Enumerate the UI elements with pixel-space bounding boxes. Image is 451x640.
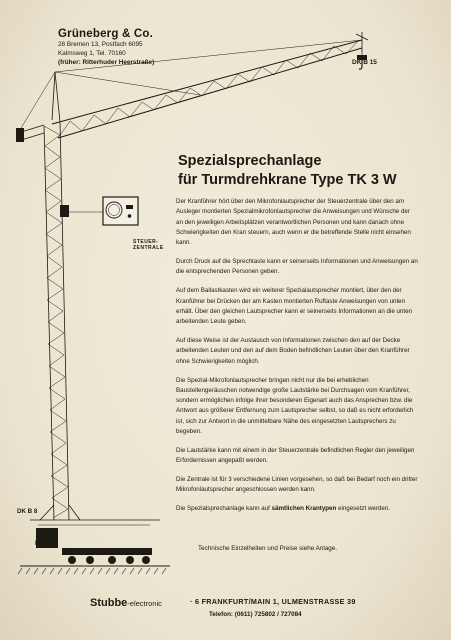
paragraph: Die Lautstärke kann mit einem in der Steuerzentrale befindlichen Regler den jeweiligen Erfordernissen angepaßt werden.: [176, 446, 415, 465]
footer-phone: Telefon: (0611) 725802 / 727084: [209, 611, 302, 618]
final-paragraph-post: eingesetzt werden.: [336, 505, 390, 513]
paragraph: Die Spezial-Mikrofonlautsprecher bringen nicht nur die bei erheblichen Baustellengeräuschen notwendige große Lautstärke bei Durchsagen vom Kranführer, sondern ermöglichen infolge ihrer besonderen Eigenart auch das Ansprechen bzw. die Antwort aus größerer Entfernung zum Lautsprecher selbst, so daß es nicht erforderlich ist, sich zur Antwort in die unmittelbare Nähe des eingesetzten Lautsprechers zu begeben.: [176, 376, 414, 436]
company-letterhead: [58, 28, 154, 67]
headline-line2: für Turmdrehkrane Type TK 3 W: [178, 172, 397, 188]
paragraph: Auf dem Ballastkasten wird ein weiterer Spezialautsprecher montiert, über den der Kranführer bei Drücken der am Kasten montierten Ruftaste Anweisungen von unten erhält. Über den gleichen Lautsprecher kann er seinerseits Informationen an die unten arbeitenden Leute geben.: [176, 287, 412, 326]
footer-address: · 6 FRANKFURT/MAIN 1, ULMENSTRASSE 39: [190, 597, 356, 606]
control-center-device: [103, 197, 138, 225]
rw-label: RW: [35, 540, 46, 547]
company-name: Grüneberg & Co.: [58, 28, 154, 40]
crane-model-label: DK B 15: [352, 59, 377, 66]
company-former-address: (früher: Ritterhuder Heerstraße): [58, 59, 155, 66]
headline-line1: Spezialsprechanlage: [178, 153, 322, 169]
ballast-box-label: DK B 8: [17, 508, 38, 515]
paragraph: Die Zentrale ist für 3 verschiedene Linien vorgesehen, so daß bei Bedarf noch ein dritter Mikrofonlautsprecher angeschlossen werden kann.: [176, 476, 418, 494]
control-center-label: [133, 239, 164, 251]
control-label-line2: ZENTRALE: [133, 245, 164, 251]
paragraph: Auf diese Weise ist der Austausch von Informationen zwischen den auf der Decke arbeitenden Leuten und den auf dem Boden befindlichen Leuten über den Kranführer ohne Schwierigkeiten möglich.: [176, 337, 410, 365]
company-address: 28 Bremen 13, Postfach 6095: [58, 41, 143, 48]
final-paragraph-emphasis: sämtlichen Krantypen: [271, 505, 337, 513]
brand-name: Stubbe: [90, 597, 128, 609]
company-street: Kalmsweg 1, Tel. 70160: [58, 50, 126, 57]
final-paragraph-pre: Die Spezialsprechanlage kann auf: [176, 505, 272, 513]
technical-details-note: Technische Einzelheiten und Preise siehe Anlage.: [198, 545, 337, 552]
brand-logo: [90, 593, 162, 611]
brand-suffix: -electronic: [127, 599, 162, 608]
final-paragraph: [176, 504, 418, 514]
paragraph: Der Kranführer hört über den Mikrofonlautsprecher der Steuerzentrale über den am Ausleger montierten Spezialmikrofonlautsprecher die Anweisungen und Wünsche der an den jeweiligen Arbeitsplätzen verantwortlichen Personen und kann danach ohne Schwierigkeiten den Kran steuern, auch wenn er die betreffende Stelle nicht einsehen kann.: [176, 198, 411, 247]
body-text: [176, 197, 418, 523]
paragraph: Durch Druck auf die Sprechtaste kann er seinerseits Informationen und Anweisungen an die entsprechenden Personen geben.: [176, 258, 418, 276]
control-label-line1: STEUER-: [133, 239, 159, 245]
headline: [178, 152, 428, 190]
